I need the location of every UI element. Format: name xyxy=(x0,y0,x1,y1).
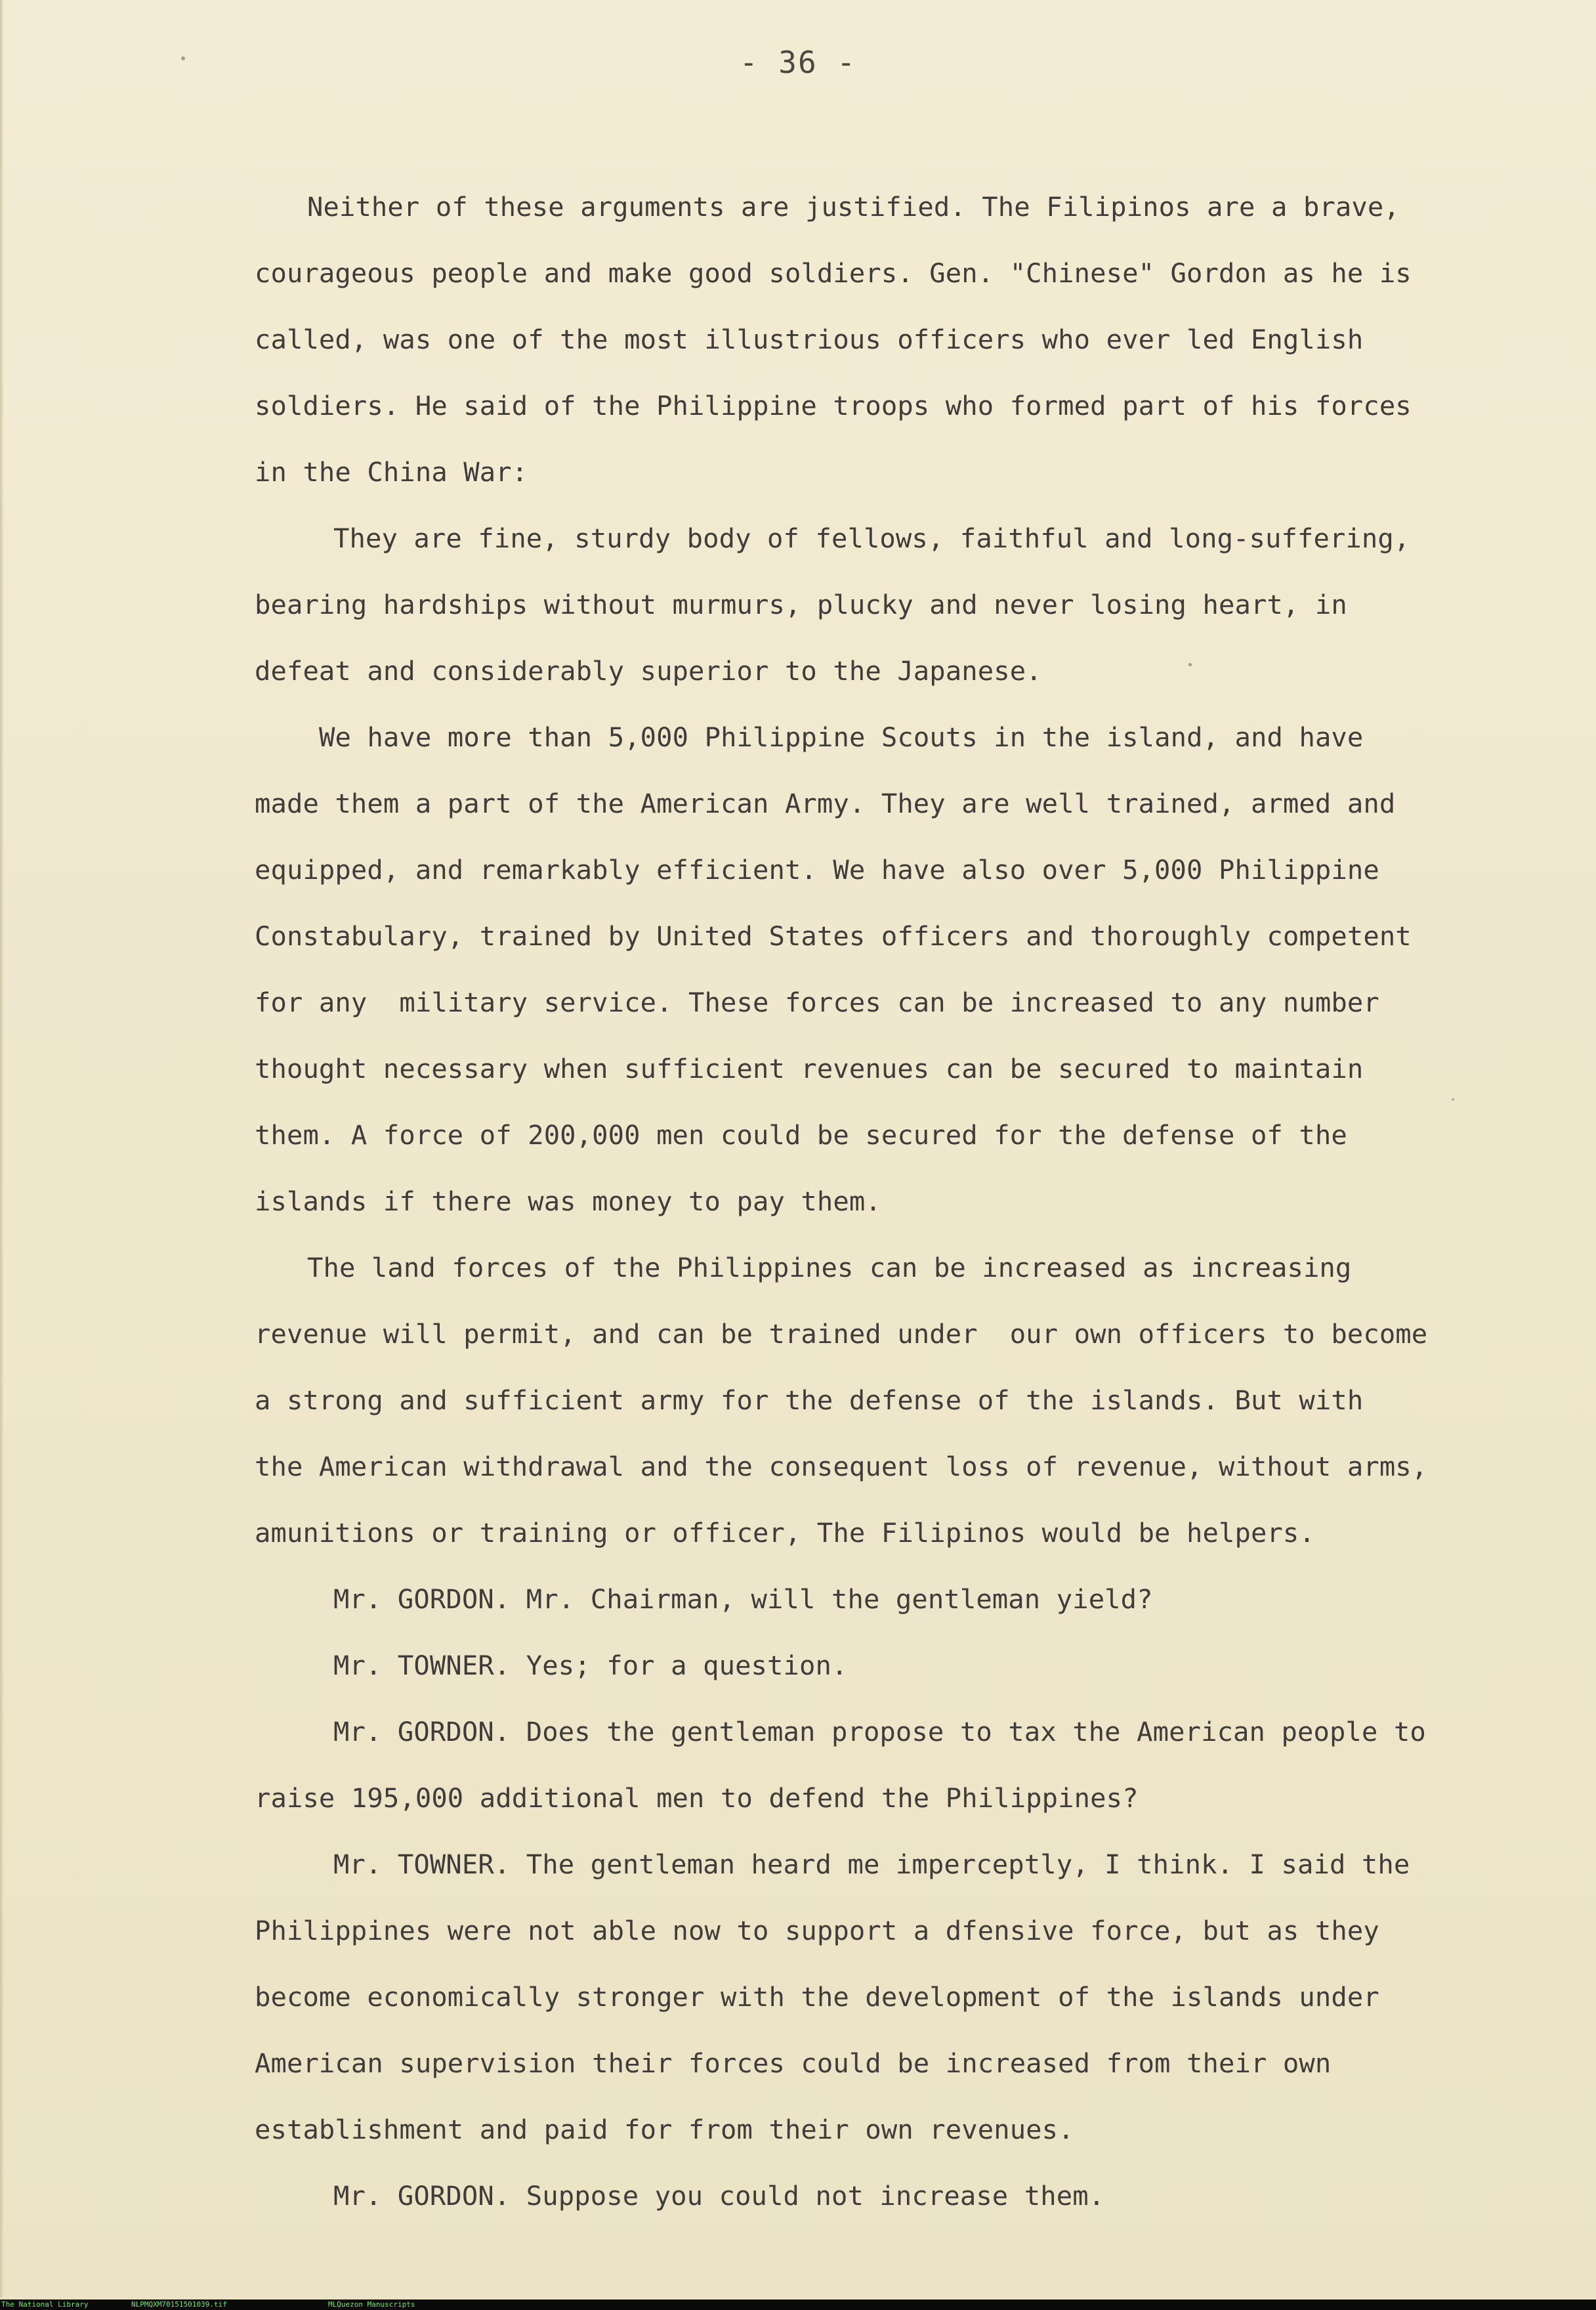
dialogue-line: Mr. TOWNER. Yes; for a question. xyxy=(333,1650,848,1681)
text-line: equipped, and remarkably efficient. We have also over 5,000 Philippine xyxy=(255,854,1379,886)
quotation-line: defeat and considerably superior to the Japanese. xyxy=(255,655,1042,687)
page-edge-shadow xyxy=(0,0,4,2298)
text-line: made them a part of the American Army. They are well trained, armed and xyxy=(255,788,1396,819)
text-line: courageous people and make good soldiers. Gen. "Chinese" Gordon as he is xyxy=(255,257,1412,289)
footer-file-id: NLPMQXM70151501039.tif xyxy=(131,2300,227,2309)
dialogue-line: Mr. TOWNER. The gentleman heard me imperceptly, I think. I said the xyxy=(333,1849,1410,1880)
footer-collection-label: MLQuezon Manuscripts xyxy=(328,2300,415,2309)
text-line: thought necessary when sufficient revenues can be secured to maintain xyxy=(255,1053,1364,1084)
dialogue-line: Philippines were not able now to support a dfensive force, but as they xyxy=(255,1915,1379,1946)
text-line: soldiers. He said of the Philippine troops who formed part of his forces xyxy=(255,390,1412,421)
dialogue-line: Mr. GORDON. Mr. Chairman, will the gentleman yield? xyxy=(333,1583,1153,1615)
quotation-line: bearing hardships without murmurs, plucky and never losing heart, in xyxy=(255,589,1347,620)
text-line: islands if there was money to pay them. xyxy=(255,1186,881,1217)
text-line: We have more than 5,000 Philippine Scouts in the island, and have xyxy=(319,721,1364,753)
dialogue-line: raise 195,000 additional men to defend the Philippines? xyxy=(255,1782,1139,1814)
dialogue-line: American supervision their forces could be increased from their own xyxy=(255,2047,1332,2079)
page-number: - 36 - xyxy=(739,45,857,80)
text-line: amunitions or training or officer, The Filipinos would be helpers. xyxy=(255,1517,1315,1549)
text-line: The land forces of the Philippines can be increased as increasing xyxy=(307,1252,1352,1283)
text-line: for any military service. These forces can be increased to any number xyxy=(255,987,1379,1018)
dialogue-line: become economically stronger with the development of the islands under xyxy=(255,1981,1379,2013)
quotation-line: They are fine, sturdy body of fellows, faithful and long-suffering, xyxy=(333,523,1410,554)
text-line: the American withdrawal and the consequent loss of revenue, without arms, xyxy=(255,1451,1428,1482)
text-line: in the China War: xyxy=(255,456,528,488)
dialogue-line: Mr. GORDON. Does the gentleman propose to tax the American people to xyxy=(333,1716,1426,1747)
typed-body-text xyxy=(255,174,1488,2229)
dialogue-line: establishment and paid for from their own revenues. xyxy=(255,2114,1074,2145)
text-line: them. A force of 200,000 men could be secured for the defense of the xyxy=(255,1119,1347,1151)
text-line: Constabulary, trained by United States officers and thoroughly competent xyxy=(255,920,1412,952)
footer-library-label: The National Library xyxy=(1,2300,89,2309)
text-line: Neither of these arguments are justified. The Filipinos are a brave, xyxy=(307,191,1400,223)
text-line: called, was one of the most illustrious officers who ever led English xyxy=(255,324,1364,355)
dialogue-line: Mr. GORDON. Suppose you could not increase them. xyxy=(333,2180,1105,2212)
text-line: revenue will permit, and can be trained under our own officers to become xyxy=(255,1318,1428,1350)
text-line: a strong and sufficient army for the defense of the islands. But with xyxy=(255,1384,1364,1416)
scan-footer-bar xyxy=(0,2299,1596,2310)
